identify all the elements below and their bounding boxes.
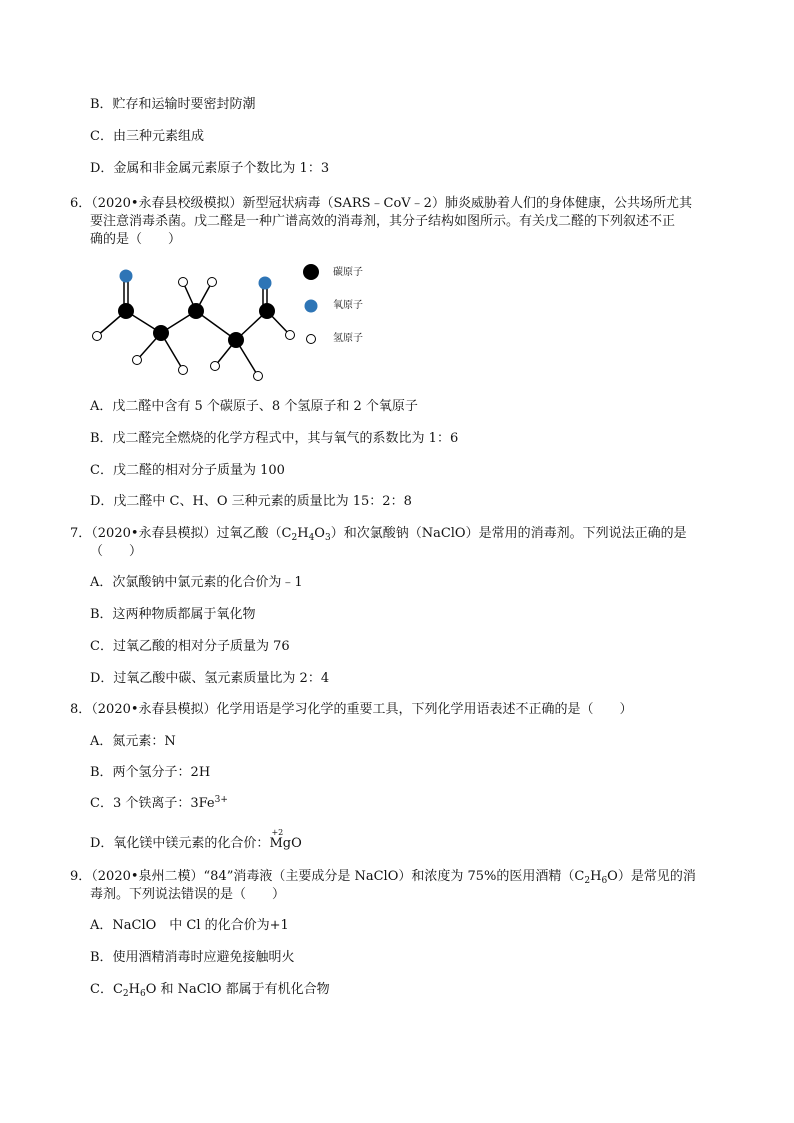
hydrogen-atom [254,372,263,381]
valence-mark: +2 [271,828,284,837]
oxygen-atom [259,277,272,290]
q7-stem-line2: （ ） [90,544,143,559]
legend-carbon-label: 碳原子 [333,267,363,278]
legend-hydrogen-label: 氢原子 [333,333,363,344]
q7-option-a: A．次氯酸钠中氯元素的化合价为﹣1 [90,575,303,590]
q6-option-a: A．戊二醛中含有 5 个碳原子、8 个氢原子和 2 个氧原子 [90,399,418,414]
hydrogen-atom [179,366,188,375]
q6-stem-line1: 6．（2020•永春县校级模拟）新型冠状病毒（SARS﹣CoV﹣2）肺炎威胁着人们的身体健康，公共场所尤其 [70,196,692,211]
hydrogen-atom [133,356,142,365]
q6-option-c: C．戊二醛的相对分子质量为 100 [90,463,285,478]
q6-option-d: D．戊二醛中 C、H、O 三种元素的质量比为 15：2：8 [90,494,412,509]
legend-oxygen-marker [305,300,318,313]
q8-option-a: A．氮元素：N [90,734,176,749]
q6-option-b: B．戊二醛完全燃烧的化学方程式中，其与氧气的系数比为 1：6 [90,431,459,446]
q7-option-b: B．这两种物质都属于氧化物 [90,607,256,622]
oxygen-atom [120,270,133,283]
hydrogen-atom [211,362,220,371]
hydrogen-atom [179,278,188,287]
q9-option-b: B．使用酒精消毒时应避免接触明火 [90,950,295,965]
q7-option-c: C．过氧乙酸的相对分子质量为 76 [90,639,290,654]
q9-option-a: A．NaClO 中 Cl 的化合价为+1 [90,918,289,933]
hydrogen-atom [286,331,295,340]
legend-carbon-marker [303,264,319,280]
q7-option-d: D．过氧乙酸中碳、氢元素质量比为 2：4 [90,671,330,686]
hydrogen-atom [93,332,102,341]
q5-option-c: C．由三种元素组成 [90,129,204,144]
carbon-atom [153,325,169,341]
carbon-atom [228,332,244,348]
carbon-atom [188,303,204,319]
q5-option-d: D．金属和非金属元素原子个数比为 1：3 [90,161,330,176]
q9-option-c: C．$C_2H_6O$ 和 NaClO 都属于有机化合物 [90,982,330,999]
q6-stem-line3: 确的是（ ） [90,232,182,247]
q9-stem-line2: 毒剂。下列说法错误的是（ ） [90,887,286,902]
hydrogen-atom [208,278,217,287]
legend-hydrogen-marker [307,335,316,344]
q8-option-d: D．氧化镁中镁元素的化合价： +2 MgO [90,835,302,853]
q8-option-c: C．3 个铁离子：$3Fe^{3+}$ [90,795,228,811]
q8-option-b: B．两个氢分子：2H [90,765,211,780]
q8-stem: 8．（2020•永春县模拟）化学用语是学习化学的重要工具，下列化学用语表述不正确的是（ ） [70,702,633,717]
carbon-atom [259,303,275,319]
legend-oxygen-label: 氧原子 [333,300,363,311]
q7-stem-line1: 7．（2020•永春县模拟）过氧乙酸$(C_2H_4O_3)$和次氯酸钠（NaClO）是常用的消毒剂。下列说法正确的是 [70,526,687,543]
carbon-atom [118,303,134,319]
q6-stem-line2: 要注意消毒杀菌。戊二醛是一种广谱高效的消毒剂，其分子结构如图所示。有关戊二醛的下列叙述不正 [90,214,676,229]
q9-stem-line1: 9．（2020•泉州二模）“84”消毒液（主要成分是 NaClO）和浓度为 75%的医用酒精$(C_2H_6O)$是常见的消 [70,869,696,886]
q5-option-b: B．贮存和运输时要密封防潮 [90,97,256,112]
